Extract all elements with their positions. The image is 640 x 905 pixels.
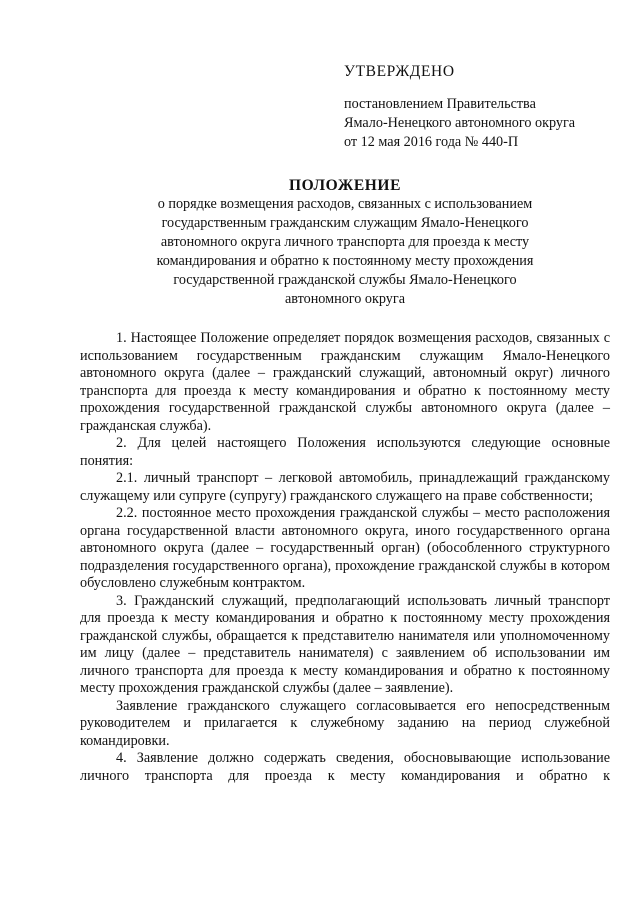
paragraph-4: 4. Заявление должно содержать сведения, обосновывающие использование личного транспорта для проезда к месту командирования и обратно к: [80, 750, 610, 784]
title-line: автономного округа личного транспорта для проезда к месту: [160, 234, 530, 250]
title-line: государственной гражданской службы Ямало-Ненецкого: [173, 272, 517, 288]
approval-line: от 12 мая 2016 года № 440-П: [344, 134, 519, 150]
title-line: государственным гражданским служащим Ямало-Ненецкого: [161, 215, 529, 231]
paragraph-3-continued: Заявление гражданского служащего согласовывается его непосредственным руководителем и прилагается к служебному заданию на период служебной командировки.: [80, 697, 610, 749]
approval-line: Ямало-Ненецкого автономного округа: [344, 115, 576, 131]
paragraph-3: 3. Гражданский служащий, предполагающий использовать личный транспорт для проезда к месту командирования и обратно к постоянному месту прохождения гражданской службы, обращается к представителю нанимателя или уполномоченному им лицу (далее – представитель нанимателя) с заявлением об использовании им личного транспорта для проезда к месту командирования и обратно к постоянному месту прохождения гражданской службы (далее – заявление).: [80, 592, 610, 696]
document-title: ПОЛОЖЕНИЕ: [288, 177, 402, 194]
document-title-block: [80, 176, 610, 309]
approval-heading: УТВЕРЖДЕНО: [344, 63, 455, 80]
title-line: автономного округа: [284, 291, 406, 307]
approval-line: постановлением Правительства: [344, 96, 536, 112]
paragraph-1: 1. Настоящее Положение определяет порядок возмещения расходов, связанных с использованием государственным гражданским служащим Ямало-Ненецкого автономного округа (далее – гражданский служащий, автономный округ) личного транспорта для проезда к месту командирования и обратно к постоянному месту прохождения государственной гражданской службы автономного округа (далее – гражданская служба).: [80, 330, 610, 434]
document-body: [80, 330, 610, 785]
title-line: командирования и обратно к постоянному месту прохождения: [156, 253, 534, 269]
paragraph-2-2: 2.2. постоянное место прохождения гражданской службы – место расположения органа государственной власти автономного округа, иного государственного органа автономного округа (далее – государственный орган) (обособленного структурного подразделения государственного органа), прохождение гражданской службы в котором обусловлено служебным контрактом.: [80, 505, 610, 591]
paragraph-2: 2. Для целей настоящего Положения используются следующие основные понятия:: [80, 435, 610, 469]
title-line: о порядке возмещения расходов, связанных с использованием: [157, 196, 533, 212]
paragraph-2-1: 2.1. личный транспорт – легковой автомобиль, принадлежащий гражданскому служащему или супруге (супругу) гражданского служащего на праве собственности;: [80, 470, 610, 504]
approval-block: [344, 62, 614, 152]
